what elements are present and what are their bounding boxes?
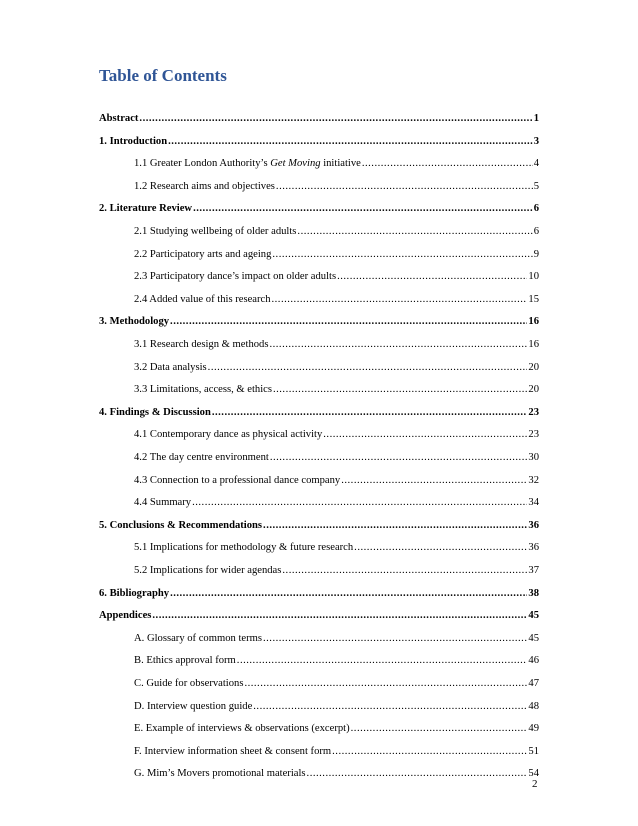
toc-entry-page: 10 bbox=[528, 271, 539, 283]
toc-entry-page: 45 bbox=[528, 632, 539, 644]
toc-entry-label: 3.3 Limitations, access, & ethics bbox=[134, 384, 272, 396]
dot-leader bbox=[337, 271, 527, 282]
dot-leader bbox=[276, 181, 533, 192]
toc-entry-page: 20 bbox=[528, 361, 539, 373]
toc-entry[interactable] bbox=[99, 588, 539, 604]
toc-entry[interactable] bbox=[99, 316, 539, 332]
toc-entry[interactable] bbox=[134, 475, 539, 491]
toc-entry[interactable] bbox=[134, 249, 539, 265]
dot-leader bbox=[269, 339, 527, 350]
toc-entry[interactable] bbox=[99, 407, 539, 423]
dot-leader bbox=[253, 701, 527, 712]
toc-entry-label: B. Ethics approval form bbox=[134, 655, 236, 667]
dot-leader bbox=[170, 588, 527, 599]
dot-leader bbox=[354, 542, 527, 553]
toc-entry-label: 2.4 Added value of this research bbox=[134, 293, 271, 305]
dot-leader bbox=[272, 249, 532, 260]
toc-entry-label: 2.1 Studying wellbeing of older adults bbox=[134, 226, 297, 237]
dot-leader bbox=[244, 678, 527, 689]
toc-entry-label: 1. Introduction bbox=[99, 135, 168, 147]
toc-entry-label: E. Example of interviews & observations (excerpt) bbox=[134, 723, 350, 735]
dot-leader bbox=[208, 362, 528, 373]
dot-leader bbox=[263, 520, 527, 531]
toc-entry-page: 45 bbox=[528, 610, 539, 622]
toc-entry-label: 4.4 Summary bbox=[134, 497, 192, 509]
toc-entry[interactable] bbox=[134, 655, 539, 671]
toc-entry-label: 4.2 The day centre environment bbox=[134, 452, 269, 463]
toc-entry-page: 36 bbox=[528, 519, 539, 531]
toc-entry-label bbox=[134, 158, 361, 169]
toc-entry[interactable] bbox=[134, 746, 539, 762]
toc-entry-label: C. Guide for observations bbox=[134, 678, 244, 689]
toc-entry-label: A. Glossary of common terms bbox=[134, 632, 262, 644]
toc-title: Table of Contents bbox=[99, 66, 227, 85]
toc-entry-page: 5 bbox=[533, 180, 539, 192]
toc-entry-page: 6 bbox=[533, 203, 539, 215]
toc-entry-label: 4.1 Contemporary dance as physical activity bbox=[134, 429, 323, 441]
toc-entry-page: 47 bbox=[528, 678, 539, 689]
toc-entry-page: 51 bbox=[528, 745, 539, 757]
dot-leader bbox=[307, 768, 528, 779]
dot-leader bbox=[270, 452, 528, 463]
toc-entry-page: 32 bbox=[528, 474, 539, 486]
toc-entry[interactable] bbox=[134, 339, 539, 355]
toc-entry-page: 23 bbox=[528, 406, 539, 418]
toc-entry-page: 4 bbox=[533, 158, 539, 170]
dot-leader bbox=[272, 294, 528, 305]
toc-entry-label: 5. Conclusions & Recommendations bbox=[99, 519, 263, 531]
toc-entry-page: 15 bbox=[528, 293, 539, 305]
dot-leader bbox=[332, 746, 527, 757]
dot-leader bbox=[237, 655, 528, 666]
toc-entry-label: 2.3 Participatory dance’s impact on older adults bbox=[134, 271, 337, 283]
toc-entry-label: 2. Literature Review bbox=[99, 203, 193, 215]
dot-leader bbox=[273, 384, 527, 395]
dot-leader bbox=[212, 407, 528, 418]
toc-entry[interactable] bbox=[134, 723, 539, 739]
dot-leader bbox=[362, 158, 533, 169]
toc-entry[interactable] bbox=[99, 136, 539, 152]
toc-entry-page: 46 bbox=[528, 655, 539, 667]
toc-entry[interactable] bbox=[134, 181, 539, 197]
page-number: 2 bbox=[532, 778, 538, 790]
toc-entry[interactable] bbox=[134, 565, 539, 581]
toc-entry[interactable] bbox=[134, 701, 539, 717]
toc-entry-label: Appendices bbox=[99, 610, 152, 622]
toc-entry-label: 3. Methodology bbox=[99, 316, 170, 328]
toc-entry[interactable] bbox=[134, 294, 539, 310]
dot-leader bbox=[170, 316, 527, 327]
toc-entry-page: 16 bbox=[528, 316, 539, 328]
toc-entry[interactable] bbox=[134, 633, 539, 649]
toc-entry-page: 30 bbox=[528, 452, 539, 463]
dot-leader bbox=[139, 113, 532, 124]
toc-entry[interactable] bbox=[134, 362, 539, 378]
toc-entry[interactable] bbox=[99, 203, 539, 219]
toc-entry[interactable] bbox=[134, 497, 539, 513]
toc-entry[interactable] bbox=[134, 429, 539, 445]
toc-entry-page: 23 bbox=[528, 429, 539, 441]
dot-leader bbox=[341, 475, 527, 486]
toc-entry[interactable] bbox=[134, 158, 539, 174]
toc-entry-page: 48 bbox=[528, 700, 539, 712]
toc-entry[interactable] bbox=[99, 520, 539, 536]
toc-entry[interactable] bbox=[134, 271, 539, 287]
toc-entry-page: 54 bbox=[528, 768, 539, 780]
toc-entry-label-italic: Get Moving bbox=[270, 158, 321, 170]
toc-entry-label: 6. Bibliography bbox=[99, 587, 170, 599]
dot-leader bbox=[351, 723, 528, 734]
toc-entry-page: 6 bbox=[533, 226, 539, 237]
toc-entry-label-part: initiative bbox=[320, 158, 361, 170]
dot-leader bbox=[168, 136, 533, 147]
dot-leader bbox=[193, 203, 533, 214]
toc-entry-label: 2.2 Participatory arts and ageing bbox=[134, 248, 272, 260]
toc-entry[interactable] bbox=[99, 113, 539, 129]
toc-entry[interactable] bbox=[134, 452, 539, 468]
toc-entry-label: 4. Findings & Discussion bbox=[99, 406, 211, 418]
toc-entry-page: 20 bbox=[528, 384, 539, 396]
toc-entry-label: 4.3 Connection to a professional dance company bbox=[134, 474, 341, 486]
toc-entry-label: G. Mim’s Movers promotional materials bbox=[134, 768, 306, 780]
dot-leader bbox=[323, 429, 527, 440]
toc-entry-page: 9 bbox=[533, 248, 539, 260]
toc-entry-page: 34 bbox=[528, 497, 539, 509]
dot-leader bbox=[152, 610, 527, 621]
toc-entry[interactable] bbox=[99, 610, 539, 626]
dot-leader bbox=[192, 497, 527, 508]
toc-entry[interactable] bbox=[134, 384, 539, 400]
toc-entry-label-part: 1.1 Greater London Authority’s bbox=[134, 158, 271, 170]
toc-entry-page: 3 bbox=[533, 135, 539, 147]
toc-entry-page: 37 bbox=[528, 565, 539, 576]
toc-entry[interactable] bbox=[134, 768, 539, 784]
toc-entry-page: 1 bbox=[533, 113, 539, 124]
dot-leader bbox=[282, 565, 527, 576]
toc-entry-page: 36 bbox=[528, 542, 539, 554]
toc-entry-label: 5.2 Implications for wider agendas bbox=[134, 565, 282, 576]
toc-entry[interactable] bbox=[134, 678, 539, 694]
toc-entry-label: 1.2 Research aims and objectives bbox=[134, 180, 275, 192]
toc-entry-label: 3.2 Data analysis bbox=[134, 361, 207, 373]
dot-leader bbox=[297, 226, 532, 237]
toc-entry-label: D. Interview question guide bbox=[134, 700, 253, 712]
toc-entry-page: 16 bbox=[528, 339, 539, 350]
toc-entry-label: 5.1 Implications for methodology & future research bbox=[134, 542, 354, 554]
toc-entry-label: F. Interview information sheet & consent form bbox=[134, 745, 332, 757]
toc-entry-page: 38 bbox=[528, 587, 539, 599]
toc-entry-label: Abstract bbox=[99, 113, 139, 124]
toc-entry-page: 49 bbox=[528, 723, 539, 735]
toc-entry[interactable] bbox=[134, 226, 539, 242]
toc-entry-label: 3.1 Research design & methods bbox=[134, 339, 269, 350]
dot-leader bbox=[263, 633, 527, 644]
toc-entry[interactable] bbox=[134, 542, 539, 558]
